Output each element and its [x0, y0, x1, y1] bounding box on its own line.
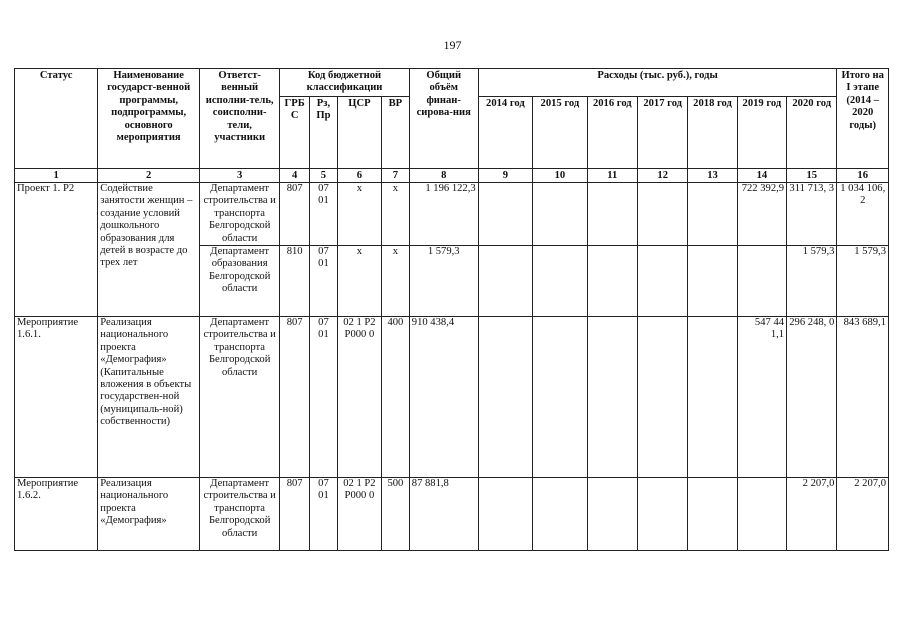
- row-year-value: [533, 183, 587, 246]
- row-grbs: 807: [280, 478, 310, 551]
- column-number: 6: [337, 169, 381, 183]
- row-status: Мероприятие 1.6.1.: [15, 317, 98, 478]
- row-year-value: 311 713, 3: [787, 183, 837, 246]
- row-year-value: [638, 246, 688, 317]
- row-year-value: [533, 317, 587, 478]
- row-name: Реализация национального проекта «Демография»: [98, 478, 200, 551]
- header-budget-code: Код бюджетной классификации: [280, 69, 410, 97]
- header-stage-total: Итого на I этапе (2014 – 2020 годы): [837, 69, 889, 169]
- row-stage-total: 1 579,3: [837, 246, 889, 317]
- row-grbs: 810: [280, 246, 310, 317]
- table-row: [15, 317, 889, 478]
- row-year-value: [587, 246, 637, 317]
- row-grbs: 807: [280, 183, 310, 246]
- row-year-value: [533, 246, 587, 317]
- row-year-value: [587, 317, 637, 478]
- header-grbs: ГРБ С: [280, 97, 310, 169]
- row-year-value: [478, 246, 532, 317]
- column-number: 8: [409, 169, 478, 183]
- row-csr: 02 1 Р2 Р000 0: [337, 478, 381, 551]
- row-status: Проект 1. Р2: [15, 183, 98, 317]
- header-csr: ЦСР: [337, 97, 381, 169]
- row-rzpr: 07 01: [310, 246, 338, 317]
- column-number: 3: [200, 169, 280, 183]
- row-year-value: 2 207,0: [787, 478, 837, 551]
- row-year-value: [688, 183, 737, 246]
- header-year: 2015 год: [533, 97, 587, 169]
- row-year-value: [478, 183, 532, 246]
- header-total: Общий объём финан-сирова-ния: [409, 69, 478, 169]
- header-status: Статус: [15, 69, 98, 169]
- header-year: 2018 год: [688, 97, 737, 169]
- row-stage-total: 843 689,1: [837, 317, 889, 478]
- column-number: 12: [638, 169, 688, 183]
- row-year-value: [638, 183, 688, 246]
- row-year-value: [587, 183, 637, 246]
- row-name: Реализация национального проекта «Демография» (Капитальные вложения в объекты государствен-ной (муниципаль-ной) собственности): [98, 317, 200, 478]
- row-total: 1 579,3: [409, 246, 478, 317]
- row-year-value: [587, 478, 637, 551]
- row-year-value: [737, 246, 786, 317]
- table-row: [15, 478, 889, 551]
- row-status: Мероприятие 1.6.2.: [15, 478, 98, 551]
- column-number: 5: [310, 169, 338, 183]
- column-number: 4: [280, 169, 310, 183]
- column-number: 16: [837, 169, 889, 183]
- row-vr: х: [382, 183, 410, 246]
- row-year-value: 722 392,9: [737, 183, 786, 246]
- row-rzpr: 07 01: [310, 317, 338, 478]
- row-year-value: [478, 317, 532, 478]
- row-year-value: [478, 478, 532, 551]
- row-responsible: Департамент строительства и транспорта Белгородской области: [200, 478, 280, 551]
- row-year-value: [688, 246, 737, 317]
- row-responsible: Департамент строительства и транспорта Белгородской области: [200, 317, 280, 478]
- header-responsible: Ответст-венный исполни-тель, соисполни-тели, участники: [200, 69, 280, 169]
- row-stage-total: 2 207,0: [837, 478, 889, 551]
- column-number: 11: [587, 169, 637, 183]
- row-responsible: Департамент образования Белгородской области: [200, 246, 280, 317]
- row-total: 1 196 122,3: [409, 183, 478, 246]
- row-name: Содействие занятости женщин – создание условий дошкольного образования для детей в возрасте до трех лет: [98, 183, 200, 317]
- row-year-value: [533, 478, 587, 551]
- column-number: 10: [533, 169, 587, 183]
- header-year: 2017 год: [638, 97, 688, 169]
- budget-table: [14, 68, 889, 551]
- header-row-1: [15, 69, 889, 97]
- row-total: 87 881,8: [409, 478, 478, 551]
- column-number: 1: [15, 169, 98, 183]
- row-year-value: [638, 317, 688, 478]
- row-rzpr: 07 01: [310, 183, 338, 246]
- column-number: 15: [787, 169, 837, 183]
- row-year-value: 547 44 1,1: [737, 317, 786, 478]
- row-year-value: [688, 317, 737, 478]
- table-row: [15, 183, 889, 246]
- header-year: 2019 год: [737, 97, 786, 169]
- row-year-value: 1 579,3: [787, 246, 837, 317]
- header-year: 2020 год: [787, 97, 837, 169]
- column-number: 13: [688, 169, 737, 183]
- header-vr: ВР: [382, 97, 410, 169]
- header-program-name: Наименование государст-венной программы, подпрограммы, основного мероприятия: [98, 69, 200, 169]
- row-csr: х: [337, 246, 381, 317]
- column-number-row: [15, 169, 889, 183]
- column-number: 2: [98, 169, 200, 183]
- header-year: 2014 год: [478, 97, 532, 169]
- row-year-value: [737, 478, 786, 551]
- header-expenses: Расходы (тыс. руб.), годы: [478, 69, 837, 97]
- page-number: 197: [443, 38, 462, 52]
- row-total: 910 438,4: [409, 317, 478, 478]
- row-grbs: 807: [280, 317, 310, 478]
- header-rzpr: Рз, Пр: [310, 97, 338, 169]
- column-number: 9: [478, 169, 532, 183]
- row-year-value: [638, 478, 688, 551]
- row-rzpr: 07 01: [310, 478, 338, 551]
- row-vr: 500: [382, 478, 410, 551]
- row-year-value: [688, 478, 737, 551]
- row-vr: 400: [382, 317, 410, 478]
- column-number: 14: [737, 169, 786, 183]
- row-csr: х: [337, 183, 381, 246]
- row-year-value: 296 248, 0: [787, 317, 837, 478]
- column-number: 7: [382, 169, 410, 183]
- row-csr: 02 1 Р2 Р000 0: [337, 317, 381, 478]
- row-stage-total: 1 034 106, 2: [837, 183, 889, 246]
- header-year: 2016 год: [587, 97, 637, 169]
- row-responsible: Департамент строительства и транспорта Белгородской области: [200, 183, 280, 246]
- row-vr: х: [382, 246, 410, 317]
